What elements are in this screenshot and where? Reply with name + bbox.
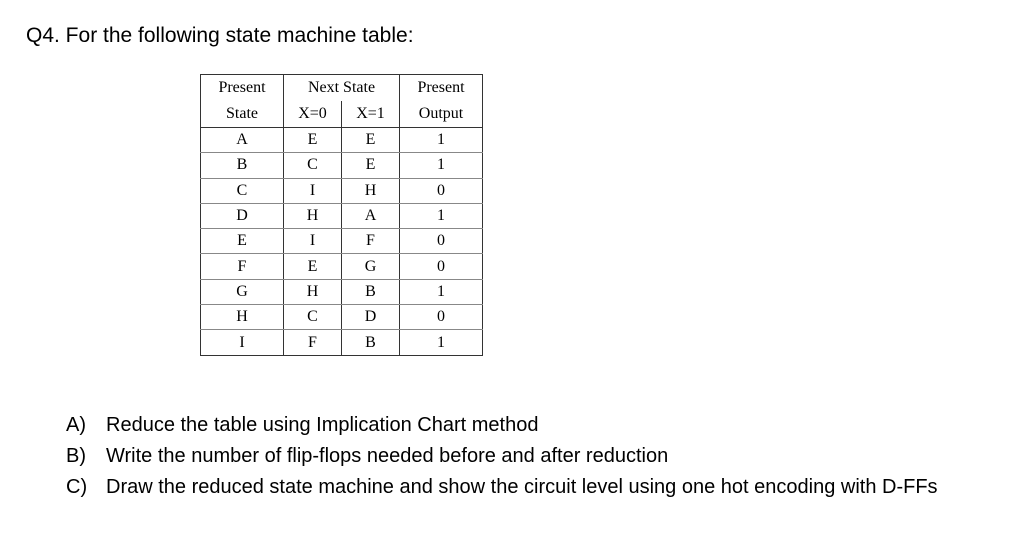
next-state-x0-cell: I xyxy=(284,178,342,203)
part-text: Write the number of flip-flops needed before and after reduction xyxy=(106,445,669,467)
header-row-top xyxy=(201,75,483,102)
part-text: Reduce the table using Implication Chart method xyxy=(106,414,539,436)
next-state-x0-cell: I xyxy=(284,229,342,254)
output-cell: 0 xyxy=(400,305,483,330)
question-parts-list xyxy=(66,410,938,503)
present-state-cell: C xyxy=(201,178,284,203)
present-output-header-1: Present xyxy=(400,75,483,102)
x0-header: X=0 xyxy=(284,101,342,128)
part-letter: B) xyxy=(66,445,86,467)
next-state-x0-cell: E xyxy=(284,254,342,279)
table-row xyxy=(201,153,483,178)
output-cell: 0 xyxy=(400,254,483,279)
next-state-x1-cell: B xyxy=(342,330,400,355)
next-state-x0-cell: H xyxy=(284,203,342,228)
question-title: Q4. For the following state machine table: xyxy=(26,24,414,47)
table-row xyxy=(201,178,483,203)
present-state-cell: D xyxy=(201,203,284,228)
table-row xyxy=(201,128,483,153)
next-state-x0-cell: C xyxy=(284,153,342,178)
present-state-cell: A xyxy=(201,128,284,153)
state-table xyxy=(200,74,483,356)
part-letter: C) xyxy=(66,476,88,498)
next-state-x1-cell: B xyxy=(342,279,400,304)
next-state-header: Next State xyxy=(284,75,400,102)
next-state-x1-cell: E xyxy=(342,153,400,178)
next-state-x0-cell: C xyxy=(284,305,342,330)
present-state-cell: I xyxy=(201,330,284,355)
table-row xyxy=(201,254,483,279)
question-part-b xyxy=(66,441,938,472)
next-state-x1-cell: E xyxy=(342,128,400,153)
next-state-x0-cell: H xyxy=(284,279,342,304)
present-state-cell: F xyxy=(201,254,284,279)
output-cell: 1 xyxy=(400,153,483,178)
table-row xyxy=(201,330,483,355)
output-cell: 1 xyxy=(400,330,483,355)
output-cell: 1 xyxy=(400,128,483,153)
table-row xyxy=(201,203,483,228)
present-state-header-1: Present xyxy=(201,75,284,102)
question-part-c xyxy=(66,472,938,503)
next-state-x1-cell: A xyxy=(342,203,400,228)
present-state-header-2: State xyxy=(201,101,284,128)
table-row xyxy=(201,279,483,304)
output-cell: 0 xyxy=(400,178,483,203)
next-state-x1-cell: H xyxy=(342,178,400,203)
table-row xyxy=(201,229,483,254)
next-state-x1-cell: G xyxy=(342,254,400,279)
x1-header: X=1 xyxy=(342,101,400,128)
present-state-cell: G xyxy=(201,279,284,304)
question-part-a xyxy=(66,410,938,441)
next-state-x0-cell: E xyxy=(284,128,342,153)
present-output-header-2: Output xyxy=(400,101,483,128)
header-row-bottom xyxy=(201,101,483,128)
next-state-x1-cell: D xyxy=(342,305,400,330)
next-state-x0-cell: F xyxy=(284,330,342,355)
output-cell: 1 xyxy=(400,279,483,304)
present-state-cell: H xyxy=(201,305,284,330)
output-cell: 1 xyxy=(400,203,483,228)
part-letter: A) xyxy=(66,414,86,436)
part-text: Draw the reduced state machine and show the circuit level using one hot encoding with D-FFs xyxy=(106,476,938,498)
present-state-cell: B xyxy=(201,153,284,178)
table-row xyxy=(201,305,483,330)
present-state-cell: E xyxy=(201,229,284,254)
output-cell: 0 xyxy=(400,229,483,254)
next-state-x1-cell: F xyxy=(342,229,400,254)
